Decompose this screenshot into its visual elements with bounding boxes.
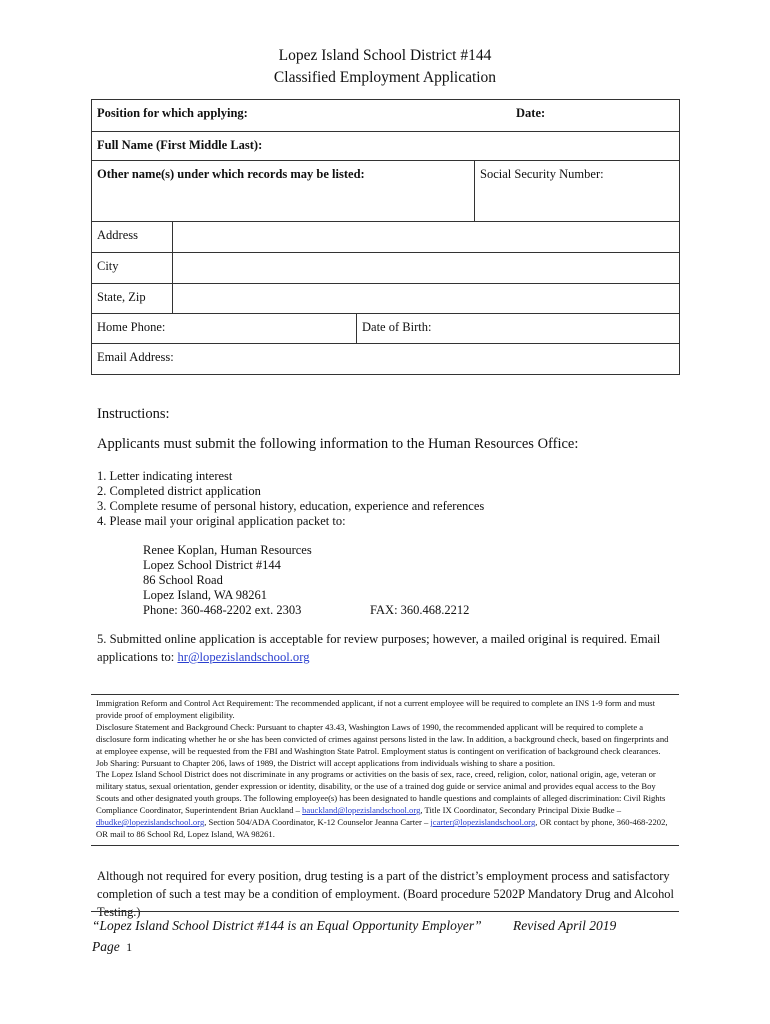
counselor-email-link[interactable]: jcarter@lopezislandschool.org [430, 817, 536, 828]
dob-label: Date of Birth: [362, 320, 432, 334]
disclosure-notice: Disclosure Statement and Background Check: Pursuant to chapter 43.43, Washington Laws of 1990, the recommended applicant will be required to complete a disclosure form indicating whether he or she has been convicted of crimes against persons listed in the law. In addition, a background check, based on fingerprints and at employee expense, will be requested from the FBI and Washington State Patrol. Employment status is contingent on verification of background check clearances. [96, 721, 669, 756]
nd-text-4: , OR contact by phone, 360-468-2202, OR mail to 86 School Rd, Lopez Island, WA 98261. [96, 817, 668, 839]
instruction-item: 2. Completed district application [97, 484, 261, 498]
state-zip-label: State, Zip [92, 284, 173, 314]
address-label: Address [92, 222, 173, 253]
immigration-notice: Immigration Reform and Control Act Requirement: The recommended applicant, if not a current employee will be required to complete an INS 1-9 form and must provide proof of employment eligibility. [96, 698, 655, 720]
state-zip-input[interactable] [173, 284, 680, 314]
position-field[interactable] [92, 100, 680, 132]
mailing-address-line: Lopez Island, WA 98261 [143, 588, 268, 602]
nd-text-1: The Lopez Island School District does not discriminate in any programs or activities on the basis of sex, race, creed, religion, color, national origin, age, veteran or military status, sexual orientation, gender expression or identity, disability, or the use of a trained dog guide or service animal and provides equal access to the Boy Scouts and other designated youth groups. The following employee(s) has been designated to handle questions and complaints of alleged discrimination: Civil Rights Compliance Coordinator, Superintendent Brian Auckland – [96, 769, 666, 816]
city-input[interactable] [173, 253, 680, 284]
other-names-field[interactable] [92, 161, 475, 222]
date-label: Date: [516, 106, 546, 120]
title-ix-email-link[interactable]: dbudke@lopezislandschool.org [96, 817, 205, 828]
full-name-field[interactable] [92, 132, 680, 161]
applicant-info-form [91, 99, 680, 375]
home-phone-label: Home Phone: [97, 320, 166, 334]
nd-text-2: , Title IX Coordinator, Secondary Principal Dixie Budke – [420, 805, 622, 816]
dob-field[interactable] [357, 314, 680, 344]
instruction-item: 4. Please mail your original application packet to: [97, 514, 346, 528]
revision-date: Revised April 2019 [513, 918, 617, 933]
footer-divider [91, 911, 679, 912]
nd-text-3: , Section 504/ADA Coordinator, K-12 Counselor Jeanna Carter – [204, 817, 431, 828]
instructions-heading: Instructions: [97, 406, 170, 422]
mailing-address-line: Renee Koplan, Human Resources [143, 543, 312, 557]
instruction-item-5-email-line [97, 650, 310, 665]
hr-phone: Phone: 360-468-2202 ext. 2303 [143, 603, 302, 617]
hr-email-link[interactable]: hr@lopezislandschool.org [177, 650, 310, 664]
district-title: Lopez Island School District #144 [278, 47, 492, 64]
instruction-item: 3. Complete resume of personal history, education, experience and references [97, 499, 485, 513]
address-input[interactable] [173, 222, 680, 253]
instruction-item-5: 5. Submitted online application is acceptable for review purposes; however, a mailed original is required. Email [97, 632, 661, 646]
city-label: City [92, 253, 173, 284]
page-indicator [92, 939, 132, 955]
home-phone-field[interactable] [92, 314, 357, 344]
other-names-label: Other name(s) under which records may be listed: [97, 167, 365, 181]
superintendent-email-link[interactable]: bauckland@lopezislandschool.org [302, 805, 421, 816]
instruction-item: 1. Letter indicating interest [97, 469, 233, 483]
position-label: Position for which applying: [97, 106, 248, 120]
nondiscrimination-notice [96, 769, 674, 840]
mailing-address-line: 86 School Road [143, 573, 223, 587]
page-label: Page [92, 939, 120, 954]
form-title: Classified Employment Application [273, 69, 497, 86]
hr-fax: FAX: 360.468.2212 [370, 603, 470, 617]
email-field[interactable] [92, 344, 680, 375]
eeo-statement: “Lopez Island School District #144 is an Equal Opportunity Employer” [92, 918, 482, 933]
drug-testing-notice: Although not required for every position, drug testing is a part of the district’s employment process and satisfactory completion of such a test may be a condition of employment. (Board procedure 5202P Mandatory Drug and Alcohol Testing.) [97, 869, 674, 919]
full-name-label: Full Name (First Middle Last): [97, 138, 263, 152]
page-number: 1 [126, 940, 133, 954]
ssn-field[interactable] [475, 161, 680, 222]
email-prefix: applications to: [97, 650, 178, 664]
instructions-lead: Applicants must submit the following information to the Human Resources Office: [97, 436, 579, 452]
job-sharing-notice: Job Sharing: Pursuant to Chapter 206, laws of 1989, the District will accept applications from individuals wishing to share a position. [96, 757, 555, 768]
legal-notices [91, 694, 679, 846]
ssn-label: Social Security Number: [480, 167, 604, 181]
email-label: Email Address: [97, 350, 174, 364]
mailing-address-line: Lopez School District #144 [143, 558, 281, 572]
